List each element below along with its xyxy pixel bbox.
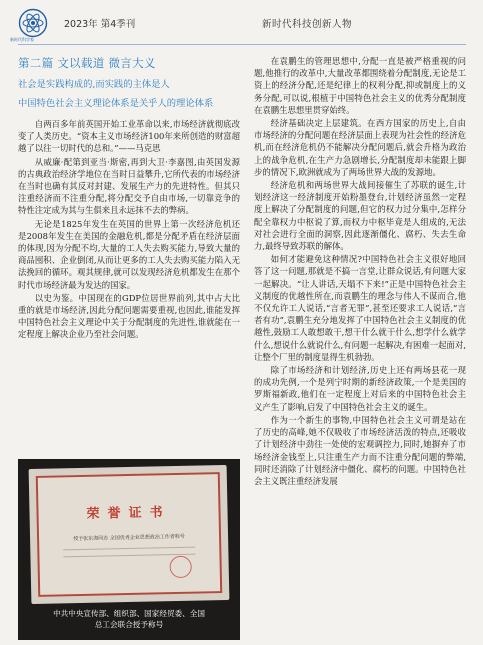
paragraph: 如何才能避免这种情况?中国特色社会主义很好地回答了这一问题,那就是不搞一言堂,让群众说话,有问题大家一起解决。“让人讲话,天塌不下来!”正是中国特色社会主义制度的优越性所在,而袁鹏生的理念与伟人不谋而合,他不仅允许工人说话,“言者无罪”,甚至还要求工人说话,“言者有功”,袁鹏生充分地发挥了中国特色社会主义制度的优越性,鼓励工人敢想敢干,想干什么就干什么,想学什么就学什么,想说什么就说什么,有问题一起解决,有困难一起面对,让整个厂里的制度显得生机勃勃。 <box>254 254 466 362</box>
paragraph: 无论是1825年发生在英国的世界上第一次经济危机还是2008年发生在美国的金融危机,都是分配矛盾在经济层面的体现,因为分配不均,大量的工人失去购买能力,导致大量的商品囤积、企业倒闭,从而让更多的工人失去购买能力陷入无法挽回的循环。观其规律,就可以发现经济危机都发生在那个时代市场经济最为发达的国家。 <box>18 218 240 290</box>
page-header <box>0 0 483 44</box>
atom-emblem-icon <box>18 8 48 38</box>
paragraph: 除了市场经济和计划经济,历史上还有两场县花一现的成功先例,一个是列宁时期的新经济政策,一个是美国的罗斯福新政,他们在一定程度上对后来的中国特色社会主义产生了影响,启发了中国特色社会主义的诞生。 <box>254 365 466 412</box>
certificate-border <box>36 472 222 597</box>
certificate-rule <box>63 547 195 551</box>
certificate-photo <box>18 459 240 640</box>
certificate-award-line: 授予张东海同志 全国优秀企业思想政治工作者称号 <box>73 533 185 543</box>
subtitle-theory: 中国特色社会主义理论体系是关乎人的理论体系 <box>18 98 214 109</box>
paragraph: 从威廉·配第到亚当·斯密,再到大卫·李嘉图,由英国发源的古典政治经济学地位在当时日益攀升,它所代表的市场经济在当时也确有其反对封建、发展生产力的先进特性。但其只注重经济而不注重分配,将分配交予自由市场,一切靠竞争的特性注定成为其与生俱来且永远抹不去的弊病。 <box>18 156 240 216</box>
caption-line: 总工会联合授予称号 <box>94 620 164 629</box>
right-column <box>254 55 466 488</box>
official-seal-icon <box>169 556 191 578</box>
magazine-logo <box>18 8 48 38</box>
paragraph: 以史为鉴。中国现在的GDP位居世界前列,其中占大比重的就是市场经济,因此分配问题需要重视,也因此,谁能发挥中国特色社会主义理论中关于分配制度的先进性,谁就能在一定程度上解决企业乃至社会问题。 <box>18 292 240 340</box>
certificate-title: 荣誉证书 <box>86 505 171 522</box>
paragraph: 经济基础决定上层建筑。在西方国家的历史上,自由市场经济的分配问题在经济层面上表现为社会性的经济危机,而在经济危机仍不能解决分配问题后,就会升格为政治上的战争危机,在生产力急剧增长,分配制度却未能跟上脚步的情况下,欧洲就成为了两场世界大战的发源地。 <box>254 118 466 177</box>
logo-label: 新时代科学家 <box>10 37 34 42</box>
masthead-title: 新时代科技创新人物 <box>262 19 353 30</box>
section-title: 第二篇 文以载道 微言大义 <box>18 56 156 70</box>
paragraph: 在袁鹏生的管理思想中,分配一直是被严格重视的问题,他推行的改革中,大量改革都围绕着分配制度,无论是工资上的经济分配,还是纪律上的权利分配,抑或制度上的义务分配,可以说,根植于中国特色社会主义的优秀分配制度在袁鹏生思想里贯穿始终。 <box>254 56 466 115</box>
paragraph: 作为一个新生的事物,中国特色社会主义可谓是站在了历史的高峰,她不仅吸收了市场经济活泼的特点,还吸收了计划经济中劲往一处使的宏观调控力,同时,她摒弃了市场经济金钱至上,只注重生产力而不注重分配问题的弊端,同时还消除了计划经济中僵化、腐朽的问题。中国特色社会主义既注重经济发展 <box>254 414 466 486</box>
photo-caption <box>18 608 240 630</box>
honor-certificate <box>29 465 230 604</box>
certificate-text <box>49 532 209 557</box>
left-column <box>18 55 240 342</box>
subtitle-practice: 社会是实践构成的,而实践的主体是人 <box>18 79 170 90</box>
paragraph: 自两百多年前英国开始工业革命以来,市场经济就彻底改变了人类历史。“资本主义市场经济100年来所创造的财富超越了以往一切时代的总和。”——马克思 <box>18 119 240 154</box>
header-divider <box>18 44 466 45</box>
issue-number: 2023年 第4季刊 <box>64 19 136 30</box>
caption-line: 中共中央宣传部、组织部、国家经贸委、全国 <box>53 609 205 618</box>
paragraph: 经济危机和两场世界大战间接催生了苏联的诞生,计划经济这一经济制度开始粉墨登台,计划经济虽然一定程度上解决了分配制度的问题,但它的权力过分集中,怎样分配全靠权力中枢说了算,而权力中枢毕竟是人组成的,无法对社会进行全面的洞察,因此逐渐僵化、腐朽、失去生命力,最终导致苏联的解体。 <box>254 180 466 252</box>
